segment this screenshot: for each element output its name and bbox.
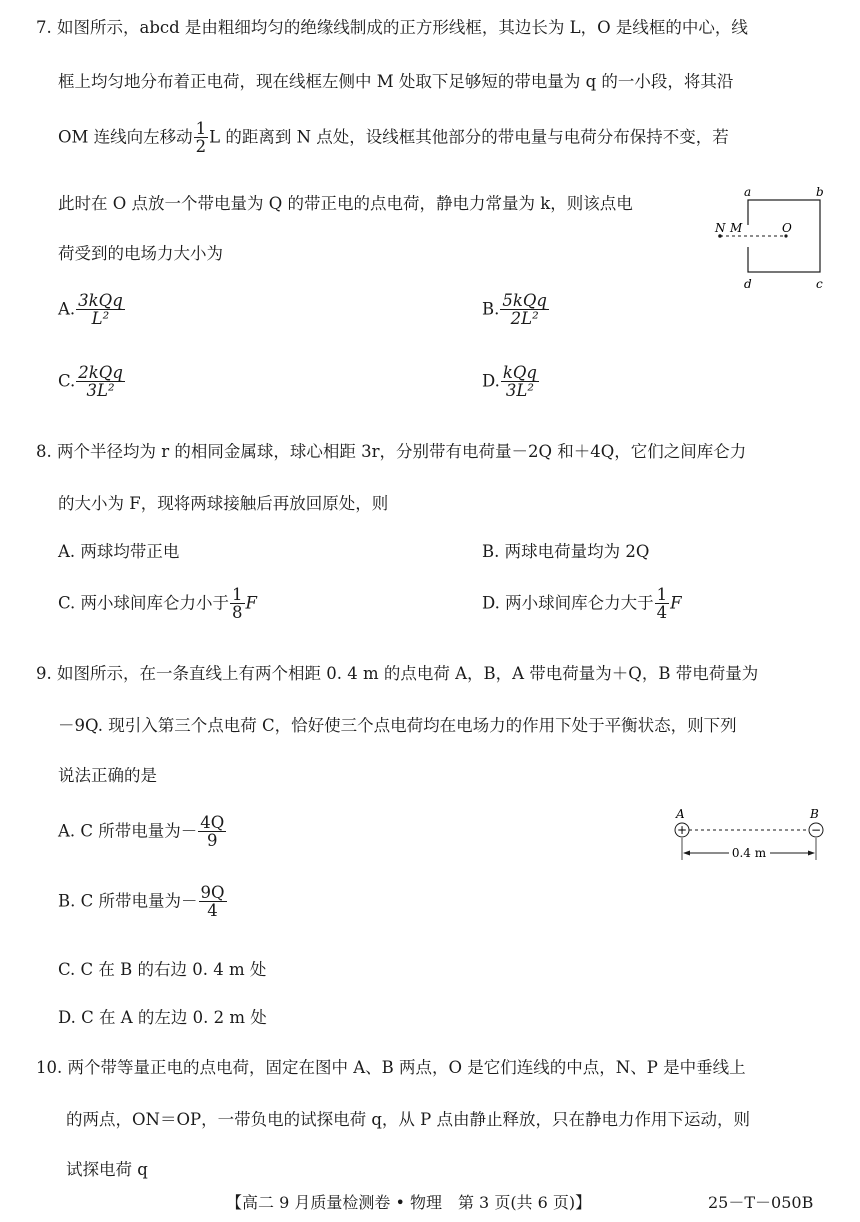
- q9-two-charges-figure: [666, 806, 832, 868]
- label-o: O: [782, 221, 792, 235]
- distance-label: 0.4 m: [731, 846, 767, 860]
- plus-sign: +: [676, 823, 688, 837]
- label-c: c: [816, 277, 823, 291]
- frac-den: 9: [207, 831, 218, 851]
- frac-num: 3kQq: [78, 291, 123, 310]
- footer-title: 【高二 9 月质量检测卷 • 物理 第 3 页(共 6 页)】: [226, 1193, 592, 1212]
- q9-stem-line2: －9Q. 现引入第三个点电荷 C，恰好使三个点电荷均在电场力的作用下处于平衡状态，则下列: [58, 716, 737, 735]
- frac-num: 1: [656, 585, 668, 604]
- frac-num: 1: [195, 119, 207, 138]
- q7-text: L 的距离到 N 点处，设线框其他部分的带电量与电荷分布保持不变，若: [209, 127, 729, 147]
- q7-option-c: [58, 364, 126, 400]
- frac-num: 9Q: [200, 883, 225, 902]
- q7-option-b: [482, 292, 550, 328]
- dim-arrow-left: [683, 851, 690, 856]
- label-d: d: [744, 277, 752, 291]
- q9-option-b: [58, 884, 228, 920]
- q8-option-b: B. 两球电荷量均为 2Q: [482, 542, 650, 561]
- q9-stem-line1: 9. 如图所示，在一条直线上有两个相距 0. 4 m 的点电荷 A，B，A 带电荷量为＋Q，B 带电荷量为: [36, 664, 759, 683]
- q8-option-a: A. 两球均带正电: [58, 542, 180, 561]
- q7-stem-line3: [58, 120, 729, 156]
- option-label: C.: [58, 371, 76, 391]
- frac-num: kQq: [502, 363, 537, 382]
- option-text: C. 两小球间库仑力小于: [58, 593, 230, 613]
- q10-stem-line1: 10. 两个带等量正电的点电荷，固定在图中 A、B 两点，O 是它们连线的中点，N、P 是中垂线上: [36, 1058, 746, 1077]
- option-text: F: [245, 593, 257, 613]
- option-label: A.: [58, 299, 76, 319]
- frac-den: 2: [195, 137, 207, 157]
- q7-stem-line4: 此时在 O 点放一个带电量为 Q 的带正电的点电荷，静电力常量为 k，则该点电: [58, 194, 633, 213]
- q8-option-c: [58, 586, 257, 622]
- option-fraction: [501, 364, 539, 400]
- label-b: B: [810, 807, 819, 821]
- frac-den: L²: [91, 309, 110, 329]
- q9-option-a: [58, 814, 227, 850]
- option-fraction: [230, 586, 245, 622]
- q7-text: OM 连线向左移动: [58, 127, 193, 147]
- q7-option-d: [482, 364, 540, 400]
- frac-num: 4Q: [200, 813, 225, 832]
- q9-option-c: C. C 在 B 的右边 0. 4 m 处: [58, 960, 267, 979]
- frac-den: 4: [207, 901, 218, 921]
- frac-num: 5kQq: [502, 291, 547, 310]
- frac-den: 2L²: [510, 309, 539, 329]
- option-label: D.: [482, 371, 500, 391]
- q7-square-frame-figure: [712, 182, 832, 294]
- frac-den: 8: [232, 603, 243, 623]
- option-fraction: [655, 586, 670, 622]
- option-fraction: [500, 292, 549, 328]
- q7-stem-line2: 框上均匀地分布着正电荷，现在线框左侧中 M 处取下足够短的带电量为 q 的一小段，将其沿: [58, 72, 734, 91]
- q8-option-d: [482, 586, 682, 622]
- q8-stem-line1: 8. 两个半径均为 r 的相同金属球，球心相距 3r，分别带有电荷量－2Q 和＋4Q，它们之间库仑力: [36, 442, 747, 461]
- label-m: M: [730, 221, 743, 235]
- frac-den: 3L²: [505, 381, 534, 401]
- q10-stem-line3: 试探电荷 q: [66, 1160, 148, 1179]
- dim-arrow-right: [808, 851, 815, 856]
- option-text: F: [670, 593, 682, 613]
- q10-stem-line2: 的两点，ON＝OP，一带负电的试探电荷 q，从 P 点由静止释放，只在静电力作用下运动，则: [66, 1110, 750, 1129]
- q9-option-d: D. C 在 A 的左边 0. 2 m 处: [58, 1008, 267, 1027]
- option-fraction: [76, 364, 125, 400]
- option-text: B. C 所带电量为－: [58, 891, 198, 911]
- frac-num: 2kQq: [78, 363, 123, 382]
- option-label: B.: [482, 299, 500, 319]
- option-text: A. C 所带电量为－: [58, 821, 198, 841]
- option-fraction: [76, 292, 125, 328]
- q7-fraction-half: [194, 120, 209, 156]
- label-b: b: [816, 185, 824, 199]
- q9-stem-line3: 说法正确的是: [58, 766, 157, 785]
- option-fraction: [199, 884, 227, 920]
- frac-den: 4: [656, 603, 668, 623]
- footer-code: 25－T－050B: [708, 1193, 814, 1212]
- frac-num: 1: [232, 585, 243, 604]
- q8-stem-line2: 的大小为 F，现将两球接触后再放回原处，则: [58, 494, 389, 513]
- q7-stem-line5: 荷受到的电场力大小为: [58, 244, 223, 263]
- q7-stem-line1: 7. 如图所示，abcd 是由粗细均匀的绝缘线制成的正方形线框，其边长为 L，O 是线框的中心，线: [36, 18, 748, 37]
- q7-option-a: [58, 292, 126, 328]
- label-a: A: [676, 807, 685, 821]
- option-fraction: [198, 814, 226, 850]
- option-text: D. 两小球间库仑力大于: [482, 593, 654, 613]
- minus-sign: −: [810, 823, 822, 837]
- label-a: a: [744, 185, 752, 199]
- frac-den: 3L²: [86, 381, 115, 401]
- label-n: N: [715, 221, 726, 235]
